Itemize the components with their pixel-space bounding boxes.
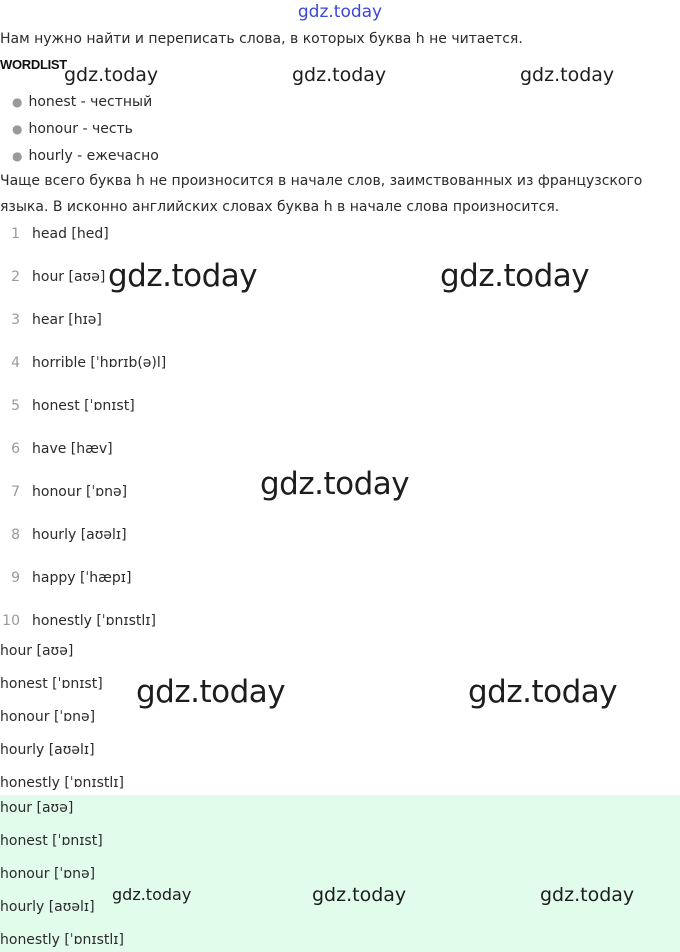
explanation: [0, 168, 680, 220]
answer-word-highlighted: hourly [aʊəlɪ]: [0, 899, 95, 915]
row-number: 10: [2, 613, 20, 629]
watermark: gdz.today: [520, 64, 615, 86]
row-word: horrible [ˈhɒrɪb(ə)l]: [32, 355, 167, 371]
numbered-word-row: [0, 484, 127, 504]
row-number: 3: [11, 312, 20, 328]
highlighted-answer-block: [0, 795, 680, 952]
numbered-word-row: [0, 312, 102, 332]
row-word: honestly [ˈɒnɪstlɪ]: [32, 613, 156, 629]
answer-word: honest [ˈɒnɪst]: [0, 676, 103, 692]
answer-word-highlighted: hour [aʊə]: [0, 800, 74, 816]
watermark: gdz.today: [108, 258, 258, 294]
explanation-line: языка. В исконно английских словах буква h в начале слова произносится.: [0, 199, 560, 215]
numbered-word-row: [0, 398, 135, 418]
task-intro: Нам нужно найти и переписать слова, в которых буква h не читается.: [0, 31, 523, 47]
row-number: 5: [11, 398, 20, 414]
row-word: hear [hɪə]: [32, 312, 102, 328]
row-number: 6: [11, 441, 20, 457]
row-word: have [hæv]: [32, 441, 113, 457]
watermark: gdz.today: [260, 466, 410, 502]
row-word: honour [ˈɒnə]: [32, 484, 128, 500]
numbered-word-row: [0, 226, 109, 246]
bullet-icon: ●: [12, 149, 23, 163]
numbered-word-row: [0, 269, 105, 289]
row-number: 7: [11, 484, 20, 500]
row-word: honest [ˈɒnɪst]: [32, 398, 135, 414]
row-number: 9: [11, 570, 20, 586]
watermark: gdz.today: [112, 885, 192, 904]
row-number: 1: [11, 226, 20, 242]
watermark: gdz.today: [440, 258, 590, 294]
wordlist-title: WORDLIST: [0, 57, 67, 72]
numbered-word-row: [0, 527, 127, 547]
row-word: hourly [aʊəlɪ]: [32, 527, 127, 543]
row-number: 4: [11, 355, 20, 371]
numbered-word-row: [0, 355, 166, 375]
row-word: hour [aʊə]: [32, 269, 106, 285]
row-word: head [hed]: [32, 226, 109, 242]
watermark: gdz.today: [292, 64, 387, 86]
row-word: happy [ˈhæpɪ]: [32, 570, 132, 586]
wordlist-item: ● honour - честь: [12, 121, 133, 137]
answer-word: honour [ˈɒnə]: [0, 709, 96, 725]
explanation-line: Чаще всего буква h не произносится в начале слов, заимствованных из французского: [0, 173, 643, 189]
answer-word-highlighted: honest [ˈɒnɪst]: [0, 833, 103, 849]
bullet-icon: ●: [12, 95, 23, 109]
site-header-title[interactable]: gdz.today: [297, 2, 383, 22]
numbered-word-row: [0, 570, 131, 590]
watermark: gdz.today: [468, 674, 618, 710]
numbered-word-row: [0, 613, 156, 633]
numbered-word-row: [0, 441, 113, 461]
wordlist-item: ● honest - честный: [12, 94, 153, 110]
row-number: 8: [11, 527, 20, 543]
watermark: gdz.today: [136, 674, 286, 710]
answer-word: honestly [ˈɒnɪstlɪ]: [0, 775, 124, 791]
wordlist-item: ● hourly - ежечасно: [12, 148, 159, 164]
answer-word-highlighted: honestly [ˈɒnɪstlɪ]: [0, 932, 124, 948]
bullet-icon: ●: [12, 122, 23, 136]
watermark: gdz.today: [540, 884, 635, 906]
row-number: 2: [11, 269, 20, 285]
watermark: gdz.today: [312, 884, 407, 906]
watermark: gdz.today: [64, 64, 159, 86]
answer-word-highlighted: honour [ˈɒnə]: [0, 866, 96, 882]
answer-word: hour [aʊə]: [0, 643, 74, 659]
answer-word: hourly [aʊəlɪ]: [0, 742, 95, 758]
